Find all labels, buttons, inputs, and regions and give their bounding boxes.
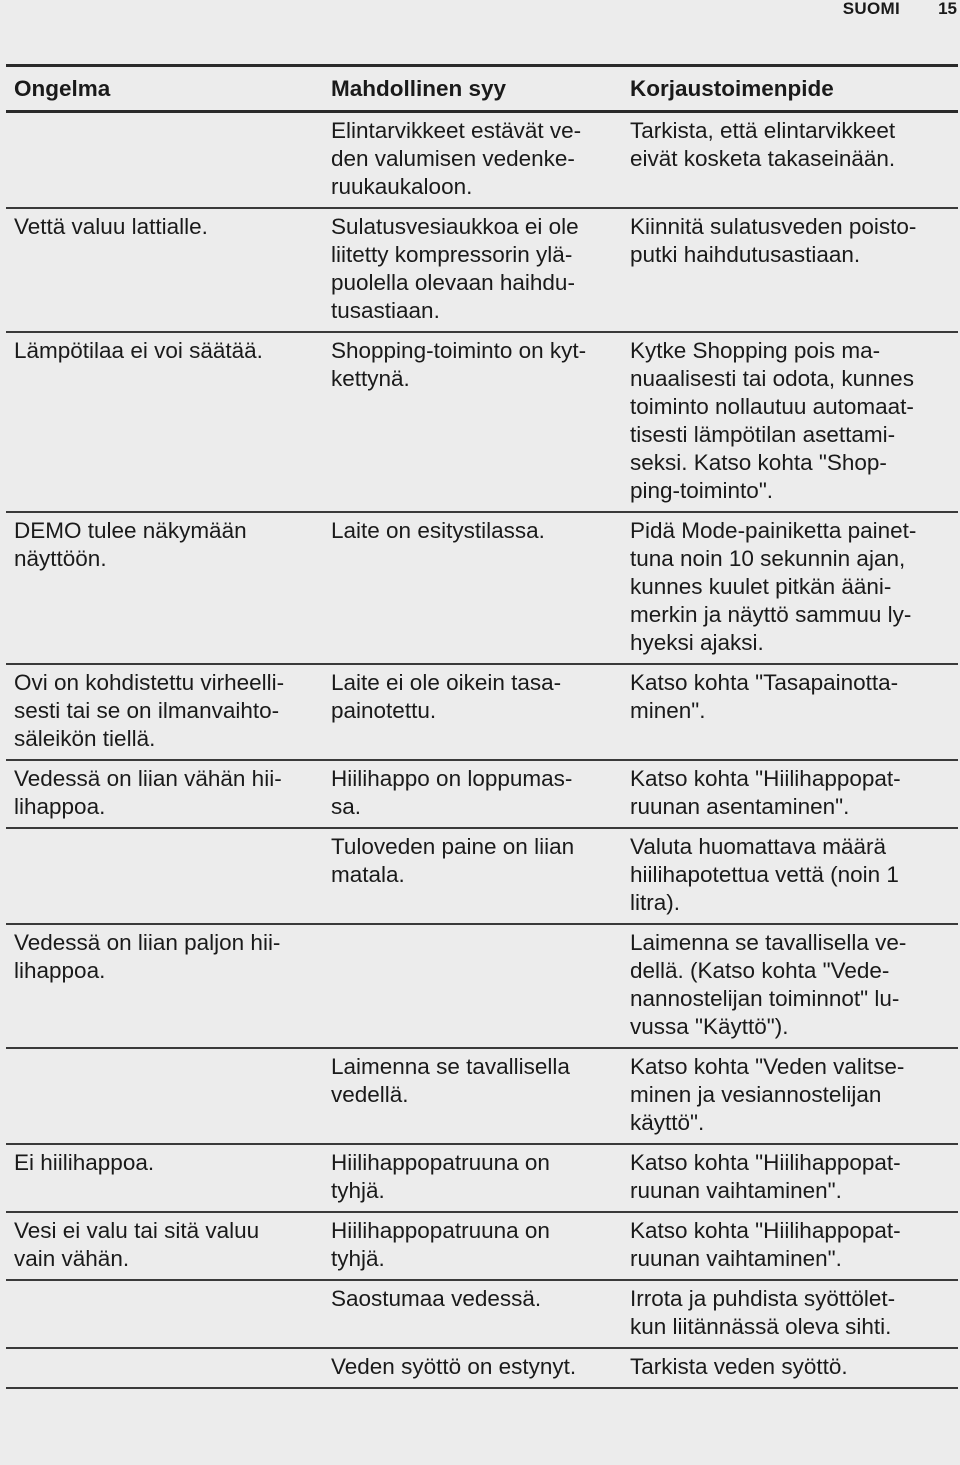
table-header-row (6, 66, 958, 112)
cause-cell: Hiilihappo on loppumas- sa. (323, 760, 622, 828)
cause-cell: Tuloveden paine on liian matala. (323, 828, 622, 924)
cause-cell: Hiilihappopatruuna on tyhjä. (323, 1212, 622, 1280)
problem-cell (6, 1348, 323, 1388)
solution-cell: Kytke Shopping pois ma- nuaalisesti tai odota, kunnes toiminto nollautuu automaat- tisesti lämpötilan asettami- seksi. Katso kohta "Shop- ping-toiminto". (622, 332, 958, 512)
table-row (6, 1280, 958, 1348)
table-row (6, 1144, 958, 1212)
table-row (6, 112, 958, 209)
table-row (6, 1048, 958, 1144)
table-row (6, 332, 958, 512)
cause-cell: Elintarvikkeet estävät ve- den valumisen vedenke- ruukaukaloon. (323, 112, 622, 209)
problem-cell: Vedessä on liian vähän hii- lihappoa. (6, 760, 323, 828)
solution-cell: Katso kohta "Hiilihappopat- ruunan vaihtaminen". (622, 1144, 958, 1212)
problem-cell (6, 112, 323, 209)
table-row (6, 1348, 958, 1388)
table-row (6, 512, 958, 664)
solution-cell: Pidä Mode-painiketta painet- tuna noin 10 sekunnin ajan, kunnes kuulet pitkän ääni- merkin ja näyttö sammuu ly- hyeksi ajaksi. (622, 512, 958, 664)
page-number: 15 (938, 0, 957, 18)
cause-cell: Hiilihappopatruuna on tyhjä. (323, 1144, 622, 1212)
problem-cell: Lämpötilaa ei voi säätää. (6, 332, 323, 512)
column-header-cause: Mahdollinen syy (323, 66, 622, 112)
solution-cell: Katso kohta "Hiilihappopat- ruunan asentaminen". (622, 760, 958, 828)
problem-cell: Vettä valuu lattialle. (6, 208, 323, 332)
solution-cell: Katso kohta "Veden valitse- minen ja vesiannostelijan käyttö". (622, 1048, 958, 1144)
solution-cell: Katso kohta "Tasapainotta- minen". (622, 664, 958, 760)
solution-cell: Laimenna se tavallisella ve- dellä. (Katso kohta "Vede- nannostelijan toiminnot" lu- vussa "Käyttö"). (622, 924, 958, 1048)
solution-cell: Irrota ja puhdista syöttölet- kun liitännässä oleva sihti. (622, 1280, 958, 1348)
problem-cell: Vesi ei valu tai sitä valuu vain vähän. (6, 1212, 323, 1280)
cause-cell: Laite ei ole oikein tasa- painotettu. (323, 664, 622, 760)
troubleshooting-table (6, 64, 958, 1389)
solution-cell: Tarkista veden syöttö. (622, 1348, 958, 1388)
solution-cell: Katso kohta "Hiilihappopat- ruunan vaihtaminen". (622, 1212, 958, 1280)
problem-cell (6, 1280, 323, 1348)
cause-cell: Shopping-toiminto on kyt- kettynä. (323, 332, 622, 512)
problem-cell: Ei hiilihappoa. (6, 1144, 323, 1212)
problem-cell: Vedessä on liian paljon hii- lihappoa. (6, 924, 323, 1048)
cause-cell: Veden syöttö on estynyt. (323, 1348, 622, 1388)
table-row (6, 1212, 958, 1280)
solution-cell: Valuta huomattava määrä hiilihapotettua vettä (noin 1 litra). (622, 828, 958, 924)
table-row (6, 828, 958, 924)
column-header-problem: Ongelma (6, 66, 323, 112)
solution-cell: Tarkista, että elintarvikkeet eivät kosketa takaseinään. (622, 112, 958, 209)
problem-cell (6, 1048, 323, 1144)
problem-cell: DEMO tulee näkymään näyttöön. (6, 512, 323, 664)
table-row (6, 760, 958, 828)
column-header-solution: Korjaustoimenpide (622, 66, 958, 112)
cause-cell: Laite on esitystilassa. (323, 512, 622, 664)
cause-cell (323, 924, 622, 1048)
cause-cell: Saostumaa vedessä. (323, 1280, 622, 1348)
cause-cell: Sulatusvesiaukkoa ei ole liitetty kompressorin ylä- puolella olevaan haihdu- tusastiaan. (323, 208, 622, 332)
table-row (6, 924, 958, 1048)
problem-cell: Ovi on kohdistettu virheelli- sesti tai se on ilmanvaihto- säleikön tiellä. (6, 664, 323, 760)
cause-cell: Laimenna se tavallisella vedellä. (323, 1048, 622, 1144)
table-row (6, 664, 958, 760)
page-header (0, 0, 960, 22)
solution-cell: Kiinnitä sulatusveden poisto- putki haihdutusastiaan. (622, 208, 958, 332)
table-row (6, 208, 958, 332)
problem-cell (6, 828, 323, 924)
language-label: SUOMI (842, 0, 900, 18)
